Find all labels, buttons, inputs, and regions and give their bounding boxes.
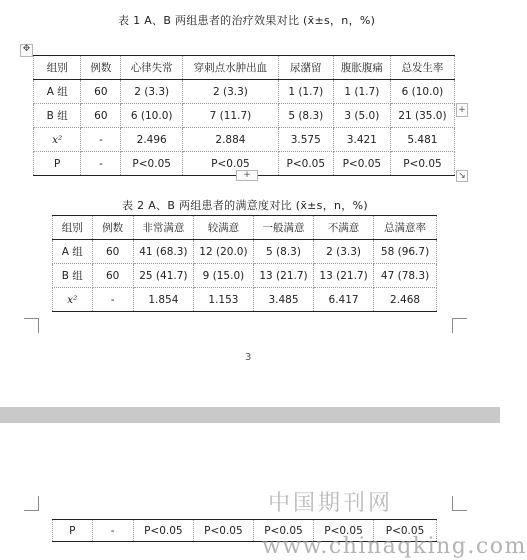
header-cell: 总满意率 (374, 216, 437, 240)
table-cell: 5 (8.3) (253, 240, 313, 264)
table-cell: 2.468 (374, 288, 437, 312)
table-row (34, 128, 455, 152)
table-cell: P<0.05 (374, 520, 437, 542)
header-cell: 心律失常 (121, 56, 183, 80)
header-cell: 组别 (34, 56, 81, 80)
table-cell: 2 (3.3) (121, 80, 183, 104)
header-cell: 组别 (53, 216, 93, 240)
table-cell: P<0.05 (278, 152, 333, 176)
table-cell: P<0.05 (193, 520, 253, 542)
header-cell: 穿刺点水肿出血 (183, 56, 279, 80)
crop-mark-top-left (24, 496, 39, 511)
table-cell: 60 (81, 80, 121, 104)
table-cell: - (81, 128, 121, 152)
insert-column-plus-icon[interactable]: + (456, 103, 468, 117)
table-cell: 1 (1.7) (278, 80, 333, 104)
header-cell: 例数 (81, 56, 121, 80)
table-cell: - (92, 520, 133, 542)
table-cell: P<0.05 (121, 152, 183, 176)
table1-header-row (34, 56, 455, 80)
table-cell: 12 (20.0) (193, 240, 253, 264)
table-cell: 5 (8.3) (278, 104, 333, 128)
table-cell: P<0.05 (253, 520, 313, 542)
table-row (34, 104, 455, 128)
header-cell: 非常满意 (133, 216, 193, 240)
insert-row-plus-icon[interactable]: + (236, 170, 258, 181)
table1-caption: 表 1 A、B 两组患者的治疗效果对比 (x̄±s，n，%) (118, 14, 376, 27)
watermark-url: www.chinaqking.com (262, 534, 527, 559)
table-cell: 2 (3.3) (183, 80, 279, 104)
table-cell: 60 (92, 240, 133, 264)
table-cell: 1 (1.7) (333, 80, 390, 104)
table-cell: P<0.05 (133, 520, 193, 542)
table-cell: 2.496 (121, 128, 183, 152)
page-number: 3 (245, 352, 252, 363)
table-cell: 6.417 (314, 288, 374, 312)
table-cell: P (34, 152, 81, 176)
crop-mark-bottom-right (452, 318, 467, 333)
header-cell: 腹胀腹痛 (333, 56, 390, 80)
table2-header-row (53, 216, 437, 240)
table-cell: P<0.05 (313, 520, 373, 542)
table-cell: x² (53, 288, 93, 312)
table2 (52, 215, 437, 312)
table-cell: 9 (15.0) (193, 264, 253, 288)
table-cell: 3.575 (278, 128, 333, 152)
table-cell: 13 (21.7) (314, 264, 374, 288)
header-cell: 不满意 (314, 216, 374, 240)
table-cell: 7 (11.7) (183, 104, 279, 128)
table-cell: 60 (92, 264, 133, 288)
table-cell: 41 (68.3) (133, 240, 193, 264)
table-cell: 21 (35.0) (390, 104, 454, 128)
table-cell: P<0.05 (183, 152, 279, 176)
table-cell: 5.481 (390, 128, 454, 152)
page-gap (0, 407, 500, 423)
table-cell: x² (34, 128, 81, 152)
table-cell: 1.854 (133, 288, 193, 312)
table-cell: - (81, 152, 121, 176)
header-cell: 总发生率 (390, 56, 454, 80)
table-cell: A 组 (34, 80, 81, 104)
watermark-title: 中国期刊网 (268, 491, 394, 516)
table-cell: 2.884 (183, 128, 279, 152)
table-cell: B 组 (34, 104, 81, 128)
table-cell: 6 (10.0) (121, 104, 183, 128)
table-cell: P<0.05 (333, 152, 390, 176)
table-cell: 6 (10.0) (390, 80, 454, 104)
table-row (53, 264, 437, 288)
header-cell: 较满意 (193, 216, 253, 240)
header-cell: 一般满意 (253, 216, 313, 240)
table-cell: P (53, 520, 93, 542)
table-row (53, 240, 437, 264)
table-cell: P<0.05 (390, 152, 454, 176)
table-row (34, 80, 455, 104)
table-cell: 58 (96.7) (374, 240, 437, 264)
table-cell: 3 (5.0) (333, 104, 390, 128)
table-resize-handle-icon[interactable]: ↘ (456, 170, 468, 182)
table-cell: 60 (81, 104, 121, 128)
table-cell: 3.421 (333, 128, 390, 152)
table-cell: A 组 (53, 240, 93, 264)
table-cell: 47 (78.3) (374, 264, 437, 288)
header-cell: 例数 (92, 216, 133, 240)
header-cell: 尿潴留 (278, 56, 333, 80)
table-row (53, 288, 437, 312)
table-cell: 1.153 (193, 288, 253, 312)
table2-caption: 表 2 A、B 两组患者的满意度对比 (x̄±s，n，%) (122, 199, 368, 212)
crop-mark-top-right (452, 496, 467, 511)
table-cell: 3.485 (253, 288, 313, 312)
table-cell: 13 (21.7) (253, 264, 313, 288)
table-cell: B 组 (53, 264, 93, 288)
table-cell: 2 (3.3) (314, 240, 374, 264)
table1 (33, 55, 455, 176)
crop-mark-bottom-left (24, 318, 39, 333)
table-cell: - (92, 288, 133, 312)
table-cell: 25 (41.7) (133, 264, 193, 288)
table-move-handle-icon[interactable]: ✥ (20, 44, 33, 57)
